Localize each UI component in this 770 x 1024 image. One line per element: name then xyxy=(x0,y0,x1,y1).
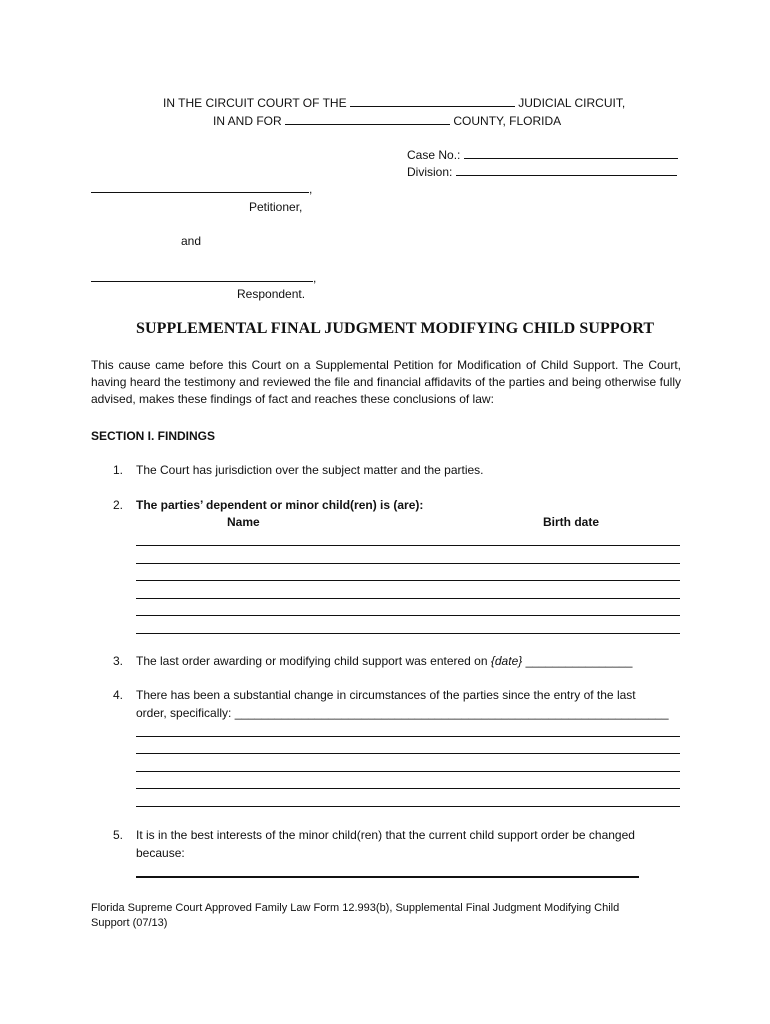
division-line xyxy=(407,164,677,179)
column-header-birth-date: Birth date xyxy=(543,515,600,529)
item-text-line1: It is in the best interests of the minor child(ren) that the current child support order be changed xyxy=(136,828,635,842)
item-text-prefix: order, specifically: xyxy=(136,706,232,720)
date-blank[interactable]: ________________ xyxy=(525,654,633,668)
circuit-blank[interactable] xyxy=(350,95,515,107)
division-label: Division: xyxy=(407,165,453,179)
court-line-prefix: IN THE CIRCUIT COURT OF THE xyxy=(163,96,347,110)
respondent-comma: , xyxy=(313,271,317,285)
item-number: 2. xyxy=(112,498,123,512)
court-line xyxy=(163,95,625,110)
reason-entry-line[interactable] xyxy=(136,876,639,878)
child-entry-line[interactable] xyxy=(136,563,680,564)
item-text-line1: There has been a substantial change in circumstances of the parties since the entry of the last xyxy=(136,688,636,702)
county-line-suffix: COUNTY, FLORIDA xyxy=(453,114,562,128)
item-number: 4. xyxy=(112,688,123,702)
item-text: The parties’ dependent or minor child(ren) is (are): xyxy=(136,498,424,512)
case-no-line xyxy=(407,147,678,162)
change-entry-line[interactable] xyxy=(136,788,680,789)
change-entry-line[interactable] xyxy=(136,806,680,807)
child-entry-line[interactable] xyxy=(136,615,680,616)
change-entry-line[interactable] xyxy=(136,753,680,754)
petitioner-comma: , xyxy=(309,182,313,196)
item-text: The Court has jurisdiction over the subject matter and the parties. xyxy=(136,463,484,477)
county-blank[interactable] xyxy=(285,113,450,125)
item-number: 1. xyxy=(112,463,123,477)
section-heading: SECTION I. FINDINGS xyxy=(91,429,216,443)
item-text-line2 xyxy=(136,706,686,720)
and-label: and xyxy=(181,234,202,248)
petitioner-label: Petitioner, xyxy=(249,200,303,214)
column-header-name: Name xyxy=(227,515,260,529)
child-entry-line[interactable] xyxy=(136,580,680,581)
respondent-blank[interactable] xyxy=(91,270,313,282)
court-line-suffix: JUDICIAL CIRCUIT, xyxy=(518,96,626,110)
item-text-prefix: The last order awarding or modifying child support was entered on xyxy=(136,654,488,668)
county-line-prefix: IN AND FOR xyxy=(213,114,282,128)
case-no-label: Case No.: xyxy=(407,148,461,162)
child-entry-line[interactable] xyxy=(136,633,680,634)
item-number: 5. xyxy=(112,828,123,842)
change-entry-line[interactable] xyxy=(136,736,680,737)
item-text-line2: because: xyxy=(136,846,185,860)
respondent-label: Respondent. xyxy=(237,287,306,301)
document-title: SUPPLEMENTAL FINAL JUDGMENT MODIFYING CHILD SUPPORT xyxy=(136,320,655,337)
form-footer: Florida Supreme Court Approved Family Law Form 12.993(b), Supplemental Final Judgment Modifying Child Support (07/13) xyxy=(91,902,620,929)
petitioner-name-line xyxy=(91,181,312,196)
intro-paragraph: This cause came before this Court on a Supplemental Petition for Modification of Child Support. The Court, having heard the testimony and reviewed the file and financial affidavits of the parties and being otherwise fully advised, makes these findings of fact and reaches these conclusions of law: xyxy=(91,358,681,406)
child-entry-line[interactable] xyxy=(136,545,680,546)
county-line xyxy=(213,113,561,128)
change-entry-line[interactable] xyxy=(136,771,680,772)
change-blank[interactable]: _________________________________________________________________ xyxy=(234,706,669,720)
respondent-name-line xyxy=(91,270,316,285)
child-entry-line[interactable] xyxy=(136,598,680,599)
division-blank[interactable] xyxy=(456,164,677,176)
case-no-blank[interactable] xyxy=(464,147,678,159)
petitioner-blank[interactable] xyxy=(91,181,309,193)
item-number: 3. xyxy=(112,654,123,668)
item-text xyxy=(136,654,632,668)
date-placeholder: {date} xyxy=(490,654,523,668)
